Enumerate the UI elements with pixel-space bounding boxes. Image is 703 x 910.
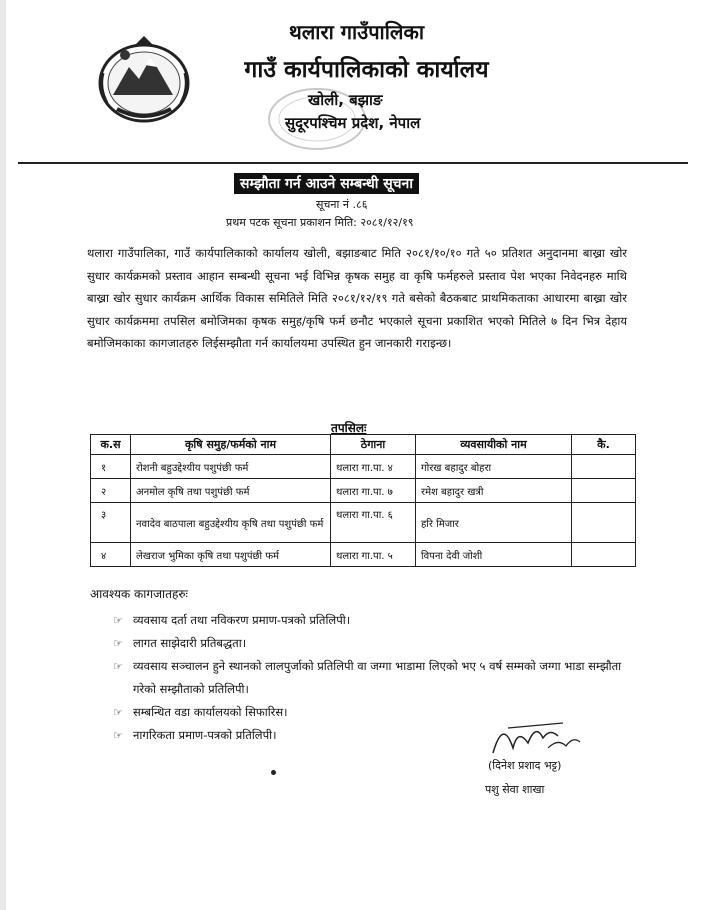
notice-body: थलारा गाउँपालिका, गाउँ कार्यपालिकाको कार्यालय खोली, बझाङबाट मिति २०८१/१०/१० गते ५० प्रतिशत अनुदानमा बाख्रा खोर सुधार कार्यक्रमको प्रस्ताव आहान सम्बन्धी सूचना भई विभिन्न कृषक समुह वा कृषि फर्महरुले प्रस्ताव पेश भएका निवेदनहरु माथि बाख्रा खोर सुधार कार्यक्रम आर्थिक विकास समितिले मिति २०८१/१२/१९ गते बसेको बैठकबाट प्राथमिकताका आधारमा बाख्रा खोर सुधार कार्यक्रममा तपसिल बमोजिमका कृषक समुह/कृषि फर्म छनौट भएकाले सूचना प्रकाशित भएको मितिले ७ दिन भित्र देहाय बमोजिमकाका कागजातहरु लिईसम्झौता गर्न कार्यालयमा उपस्थित हुन जानकारी गराइन्छ।: [87, 246, 627, 351]
col-serial: क.स: [91, 435, 131, 455]
handwritten-signature: [488, 708, 583, 763]
pointing-hand-icon: ☞: [113, 637, 123, 650]
col-farm-name: कृषि समुह/फर्मको नाम: [131, 435, 331, 455]
ink-speck: [271, 770, 276, 775]
requirement-text: व्यवसाय दर्ता तथा नविकरण प्रमाण-पत्रको प्रतिलिपी।: [133, 613, 351, 627]
list-item: [113, 655, 623, 701]
cell-entrepreneur: विपना देवी जोशी: [416, 543, 572, 567]
table-caption: तपसिलः: [331, 421, 367, 435]
cell-remarks: [572, 543, 636, 567]
publication-date: प्रथम पटक सूचना प्रकाशन मिति: २०८१/१२/१९: [226, 216, 414, 229]
cell-farm-name: अनमोल कृषि तथा पशुपंछी फर्म: [131, 479, 331, 503]
col-remarks: कै.: [572, 435, 636, 455]
pointing-hand-icon: ☞: [113, 660, 123, 673]
cell-address: थलारा गा.पा. ६: [331, 503, 416, 543]
province-name: सुदूरपश्चिम प्रदेश, नेपाल: [285, 114, 421, 132]
office-location: खोली, बझाङ: [308, 91, 383, 109]
table-row: [91, 503, 636, 543]
cell-entrepreneur: हरि मिजार: [416, 503, 572, 543]
cell-farm-name: लेखराज भुमिका कृषि तथा पशुपंछी फर्म: [131, 543, 331, 567]
cell-serial: ४: [91, 543, 131, 567]
requirement-text: नागरिकता प्रमाण-पत्रको प्रतिलिपी।: [133, 728, 277, 742]
col-address: ठेगाना: [331, 435, 416, 455]
signatory-name: (दिनेश प्रशाद भट्ट): [488, 759, 562, 772]
notice-number: सूचना नं .८६: [316, 198, 368, 211]
pointing-hand-icon: ☞: [113, 729, 123, 742]
cell-serial: १: [91, 455, 131, 479]
requirement-text: लागत साझेदारी प्रतिबद्धता।: [133, 636, 247, 650]
scan-edge: [0, 0, 6, 910]
pointing-hand-icon: ☞: [113, 614, 123, 627]
cell-entrepreneur: रमेश बहादुर खत्री: [416, 479, 572, 503]
cell-address: थलारा गा.पा. ७: [331, 479, 416, 503]
cell-remarks: [572, 455, 636, 479]
table-header-row: [91, 435, 636, 455]
signatory-section: पशु सेवा शाखा: [485, 783, 545, 796]
cell-serial: २: [91, 479, 131, 503]
requirements-heading: आवश्यक कागजातहरुः: [90, 587, 188, 601]
office-name: गाउँ कार्यपालिकाको कार्यालय: [244, 57, 489, 83]
cell-farm-name: रोशनी बहुउद्देश्यीय पशुपंछी फर्म: [131, 455, 331, 479]
table-row: [91, 543, 636, 567]
notice-subject: सम्झौता गर्न आउने सम्बन्धी सूचना: [234, 173, 419, 194]
cell-farm-name: नवादेव बाठपाला बहुउद्देश्यीय कृषि तथा पशुपंछी फर्म: [131, 503, 331, 543]
municipality-name: थलारा गाउँपालिका: [288, 20, 425, 44]
cell-remarks: [572, 479, 636, 503]
list-item: [113, 632, 623, 655]
cell-address: थलारा गा.पा. ४: [331, 455, 416, 479]
list-item: [113, 609, 623, 632]
requirement-text: व्यवसाय सञ्चालन हुने स्थानको लालपुर्जाको प्रतिलिपी वा जग्गा भाडामा लिएको भए ५ वर्ष सम्मको जग्गा भाडा सम्झौता गरेको सम्झौताको प्रतिलिपी।: [133, 659, 622, 696]
pointing-hand-icon: ☞: [113, 706, 123, 719]
header-divider: [18, 162, 688, 164]
cell-remarks: [572, 503, 636, 543]
col-entrepreneur: व्यवसायीको नाम: [416, 435, 572, 455]
table-row: [91, 479, 636, 503]
cell-address: थलारा गा.पा. ५: [331, 543, 416, 567]
selected-farms-table: [90, 434, 636, 567]
requirement-text: सम्बन्धित वडा कार्यालयको सिफारिस।: [133, 705, 288, 719]
cell-entrepreneur: गोरख बहादुर बोहरा: [416, 455, 572, 479]
cell-serial: ३: [91, 503, 131, 543]
table-row: [91, 455, 636, 479]
